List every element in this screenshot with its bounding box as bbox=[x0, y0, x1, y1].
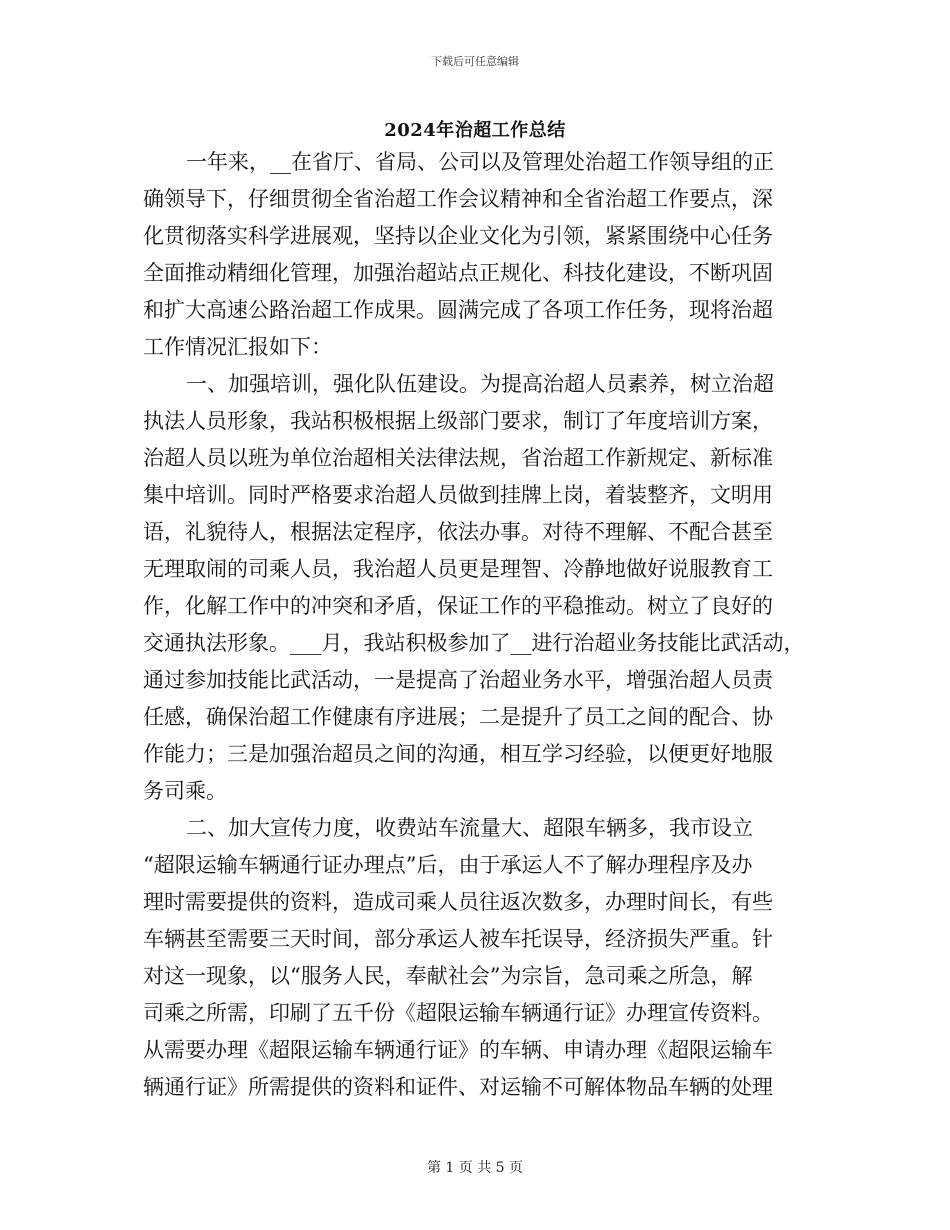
body-line: 辆通行证》所需提供的资料和证件、对运输不可解体物品车辆的处理 bbox=[143, 1075, 773, 1099]
body-line: 全面推动精细化管理，加强治超站点正规化、科技化建设，不断巩固 bbox=[143, 261, 773, 285]
body-line: 一年来，__在省厅、省局、公司以及管理处治超工作领导组的正 bbox=[186, 150, 774, 174]
body-line: 务司乘。 bbox=[143, 779, 227, 803]
body-line: 二、加大宣传力度，收费站车流量大、超限车辆多，我市设立 bbox=[186, 816, 753, 840]
body-line: 司乘之所需，印刷了五千份《超限运输车辆通行证》办理宣传资料。 bbox=[143, 1001, 773, 1025]
body-line: 确领导下，仔细贯彻全省治超工作会议精神和全省治超工作要点，深 bbox=[143, 187, 773, 211]
body-line: 作能力；三是加强治超员之间的沟通，相互学习经验，以便更好地服 bbox=[143, 742, 773, 766]
body-line: 无理取闹的司乘人员，我治超人员更是理智、冷静地做好说服教育工 bbox=[143, 557, 773, 581]
body-line: 工作情况汇报如下： bbox=[143, 335, 332, 359]
page-footer: 第 1 页 共 5 页 bbox=[426, 1160, 524, 1176]
body-line: 治超人员以班为单位治超相关法律法规，省治超工作新规定、新标准 bbox=[143, 446, 773, 470]
body-line: 对这一现象，以“服务人民，奉献社会”为宗旨，急司乘之所急，解 bbox=[143, 964, 753, 988]
body-line: 语，礼貌待人，根据法定程序，依法办事。对待不理解、不配合甚至 bbox=[143, 520, 773, 544]
body-line: 执法人员形象，我站积极根据上级部门要求，制订了年度培训方案， bbox=[143, 409, 773, 433]
body-line: 交通执法形象。___月，我站积极参加了__进行治超业务技能比武活动， bbox=[143, 631, 805, 655]
body-line: 作，化解工作中的冲突和矛盾，保证工作的平稳推动。树立了良好的 bbox=[143, 594, 773, 618]
body-line: 和扩大高速公路治超工作成果。圆满完成了各项工作任务，现将治超 bbox=[143, 298, 773, 322]
body-line: 集中培训。同时严格要求治超人员做到挂牌上岗，着装整齐，文明用 bbox=[143, 483, 773, 507]
body-line: 通过参加技能比武活动，一是提高了治超业务水平，增强治超人员责 bbox=[143, 668, 773, 692]
body-line: “超限运输车辆通行证办理点”后，由于承运人不了解办理程序及办 bbox=[143, 853, 753, 877]
body-line: 一、加强培训，强化队伍建设。为提高治超人员素养，树立治超 bbox=[186, 372, 774, 396]
header-note: 下载后可任意编辑 bbox=[431, 55, 519, 68]
body-line: 任感，确保治超工作健康有序进展；二是提升了员工之间的配合、协 bbox=[143, 705, 773, 729]
body-line: 化贯彻落实科学进展观，坚持以企业文化为引领，紧紧围绕中心任务 bbox=[143, 224, 773, 248]
document-title: 2024年治超工作总结 bbox=[384, 120, 566, 141]
body-line: 车辆甚至需要三天时间，部分承运人被车托误导，经济损失严重。针 bbox=[143, 927, 773, 951]
body-line: 理时需要提供的资料，造成司乘人员往返次数多，办理时间长，有些 bbox=[143, 890, 773, 914]
body-line: 从需要办理《超限运输车辆通行证》的车辆、申请办理《超限运输车 bbox=[143, 1038, 773, 1062]
